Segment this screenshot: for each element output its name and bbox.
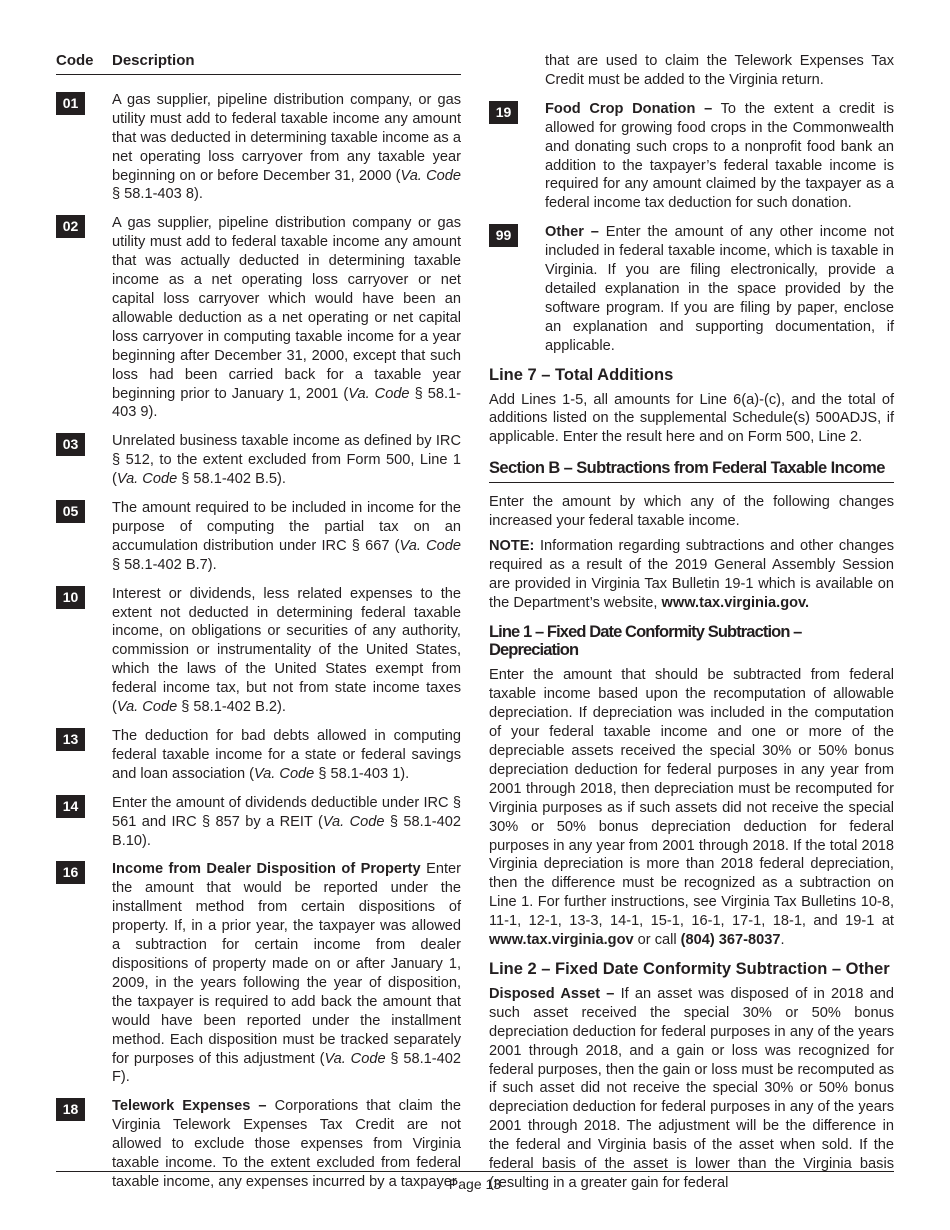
line7-heading: Line 7 – Total Additions <box>489 365 674 384</box>
entry-14 <box>56 794 461 851</box>
entry-description: Food Crop Donation – To the extent a credit is allowed for growing food crops in the Commonwealth and donating such crops to a nonprofit food bank an addition to the taxpayer’s federal taxable income is required for any amount claimed by the taxpayer as a federal income tax deduction for such donation. <box>545 100 894 212</box>
entry-19 <box>489 100 894 213</box>
entry-01 <box>56 91 461 204</box>
section-b-heading: Section B – Subtractions from Federal Taxable Income <box>489 459 894 483</box>
entry-description: A gas supplier, pipeline distribution company, or gas utility must add to federal taxable income any amount that was deducted in determining taxable income as a net operating loss carryover from any taxable year beginning on or before December 31, 2000 (Va. Code § 58.1-403 8). <box>112 91 461 203</box>
entry-description: Income from Dealer Disposition of Property Enter the amount that would be reported under the installment method from certain dispositions of property. If, in a prior year, the taxpayer was allowed a subtraction for certain income from dealer dispositions of property made on or after January 1, 2009, in the years following the year of disposition, the taxpayer is required to add back the amount that would have been reported under the installment method. Each disposition must be tracked separately for purposes of this adjustment (Va. Code § 58.1-402 F). <box>112 861 461 1086</box>
code-badge: 03 <box>56 433 85 456</box>
section-b-intro: Enter the amount by which any of the following changes increased your federal taxable income. <box>489 494 894 530</box>
code-badge: 01 <box>56 92 85 115</box>
entry-description: Interest or dividends, less related expenses to the extent not deducted in determining federal taxable income, on obligations or securities of any authority, commission or instrumentality of the United States, which the laws of the United States exempt from federal income tax, but not from state income taxes (Va. Code § 58.1-402 B.2). <box>112 585 461 716</box>
entry-18-continuation: that are used to claim the Telework Expenses Tax Credit must be added to the Virginia return. <box>545 53 894 88</box>
code-badge: 16 <box>56 861 85 884</box>
code-badge: 05 <box>56 500 85 523</box>
entry-99 <box>489 223 894 355</box>
right-column <box>489 52 894 1199</box>
entry-13 <box>56 727 461 784</box>
code-badge: 13 <box>56 728 85 751</box>
entry-16 <box>56 860 461 1087</box>
entry-description: Other – Enter the amount of any other income not included in federal taxable income, which is taxable in Virginia. If you are filing electronically, provide a detailed explanation in the space provided by the software program. If you are filing by paper, enclose an explanation and supporting documentation, if applicable. <box>545 224 894 354</box>
code-badge: 02 <box>56 215 85 238</box>
line1-text: Enter the amount that should be subtracted from federal taxable income based upon the recomputation of allowable depreciation. If depreciation was included in the computation of your federal taxable income and one or more of the depreciable assets received the special 30% or 50% bonus depreciation deduction for federal purposes in any year from 2001 through 2018, then depreciation must be recomputed for Virginia purposes as if such assets did not receive the special 30% or 50% bonus depreciation deduction for federal purposes in any year from 2001 through 2018. If the total 2018 Virginia depreciation is more than 2018 federal depreciation, then the difference must be recognized as a subtraction on Line 1. For further instructions, see Virginia Tax Bulletins 10-8, 11-1, 12-1, 13-3, 14-1, 15-1, 16-1, 17-1, 18-1, and 19-1 at www.tax.virginia.gov or call (804) 367-8037. <box>489 667 894 949</box>
code-badge: 99 <box>489 224 518 247</box>
entry-05 <box>56 499 461 575</box>
page-footer <box>56 1171 894 1194</box>
code-badge: 18 <box>56 1098 85 1121</box>
section-b-note: NOTE: Information regarding subtractions and other changes required as a result of the 2019 General Assembly Session are provided in Virginia Tax Bulletin 19-1 which is available on the Department’s website, www.tax.virginia.gov. <box>489 537 894 611</box>
line1-heading: Line 1 – Fixed Date Conformity Subtraction – Depreciation <box>489 622 802 660</box>
left-column <box>56 52 461 1192</box>
code-badge: 14 <box>56 795 85 818</box>
entry-description: Telework Expenses – Corporations that claim the Virginia Telework Expenses Tax Credit are not allowed to exclude those expenses from Virginia taxable income. To the extent excluded from federal taxable income, any expenses incurred by a taxpayer <box>112 1098 461 1190</box>
code-badge: 10 <box>56 586 85 609</box>
page-number: Page 13 <box>448 1176 502 1192</box>
line2-text: Disposed Asset – If an asset was disposed of in 2018 and such asset received the special 30% or 50% bonus depreciation deduction for federal purposes in any of the years 2001 through 2018, and a gain or loss was recognized for federal purposes, then the gain or loss must be recomputed as if such asset did not receive the special 30% or 50% bonus depreciation deduction for federal purposes in any of the years 2001 through 2018. The adjustment will be the difference in the federal and Virginia basis of the asset when sold. If the federal basis of the asset is lower than the Virginia basis (resulting in a greater gain for federal <box>489 985 894 1191</box>
entry-03 <box>56 432 461 489</box>
entry-10 <box>56 585 461 717</box>
entry-description: The deduction for bad debts allowed in computing federal taxable income for a state or federal savings and loan association (Va. Code § 58.1-403 1). <box>112 728 461 782</box>
entry-description: A gas supplier, pipeline distribution company or gas utility must add to federal taxable income any amount that was actually deducted in determining taxable income as a net operating loss carryover or net capital loss carryover which would have been an allowable deduction as a net operating or net capital loss carryover in computing taxable income for a year beginning after December 31, 2000, except that such loss had been carried back for a taxable year beginning prior to January 1, 2001 (Va. Code § 58.1-403 9). <box>112 215 461 421</box>
code-header: Code <box>56 52 94 69</box>
description-header: Description <box>112 52 195 69</box>
code-badge: 19 <box>489 101 518 124</box>
entry-description: Unrelated business taxable income as defined by IRC § 512, to the extent excluded from Form 500, Line 1 (Va. Code § 58.1-402 B.5). <box>112 433 461 488</box>
table-header <box>56 52 461 75</box>
line2-heading: Line 2 – Fixed Date Conformity Subtraction – Other <box>489 959 890 978</box>
entry-description: Enter the amount of dividends deductible under IRC § 561 and IRC § 857 by a REIT (Va. Code § 58.1-402 B.10). <box>112 794 462 849</box>
line7-text: Add Lines 1-5, all amounts for Line 6(a)-(c), and the total of additions listed on the supplemental Schedule(s) 500ADJS, if applicable. Enter the result here and on Form 500, Line 2. <box>489 391 894 446</box>
entry-02 <box>56 214 461 422</box>
entry-description: The amount required to be included in income for the purpose of computing the partial tax on an accumulation distribution under IRC § 667 (Va. Code § 58.1-402 B.7). <box>112 500 461 573</box>
